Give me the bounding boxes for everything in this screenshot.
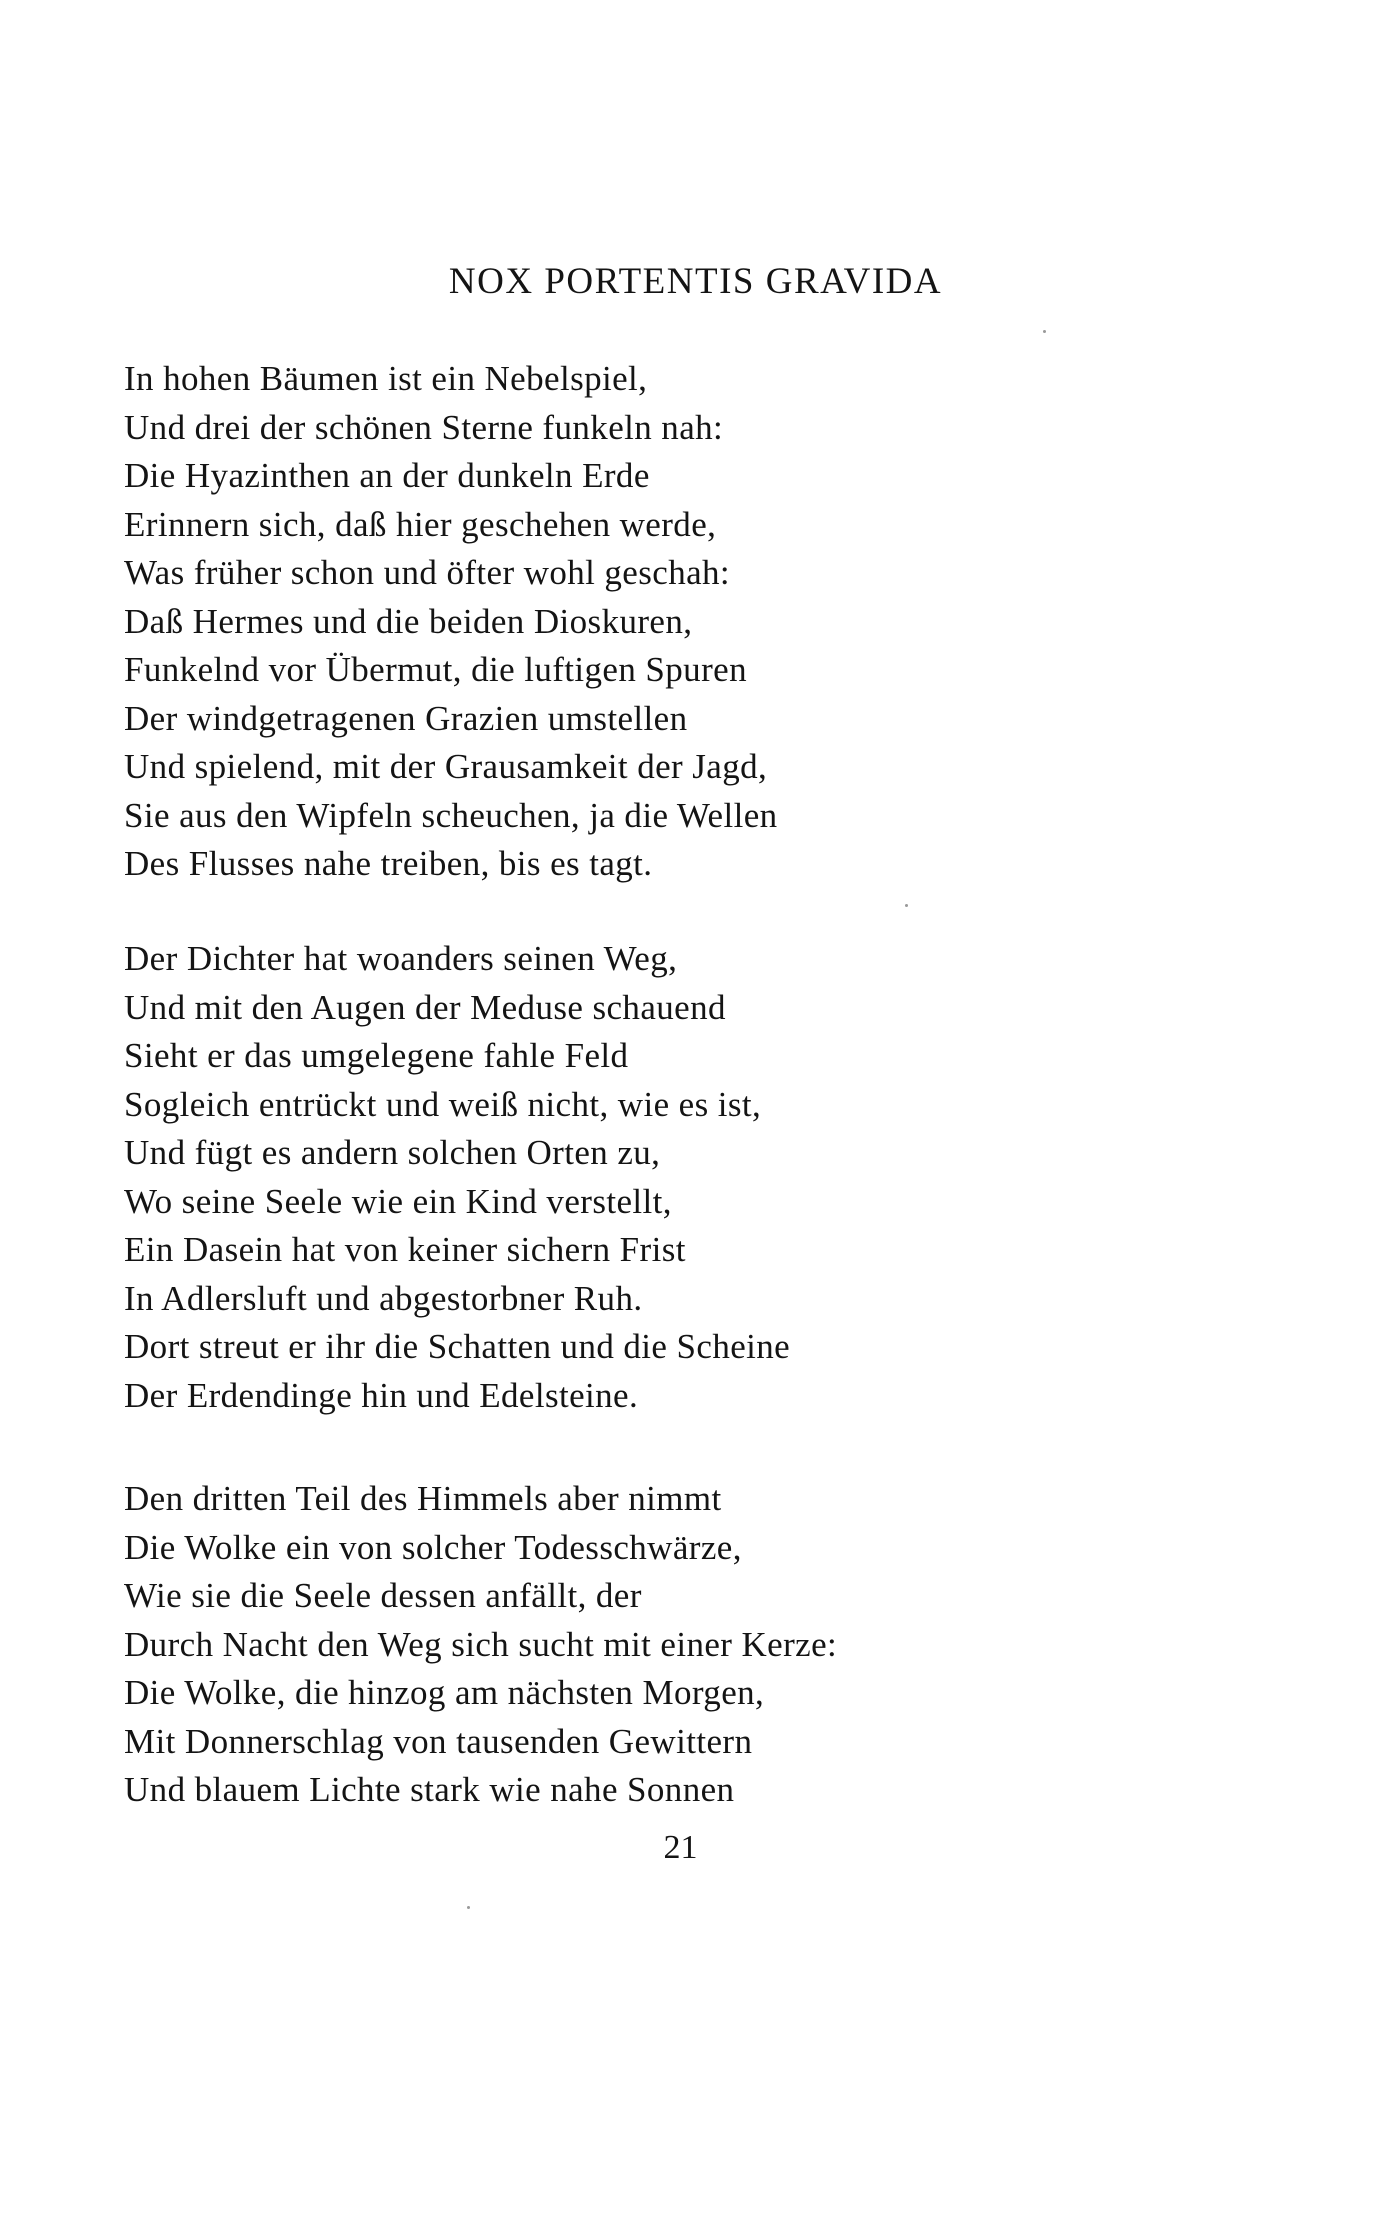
poem-line: Des Flusses nahe treiben, bis es tagt. [124,844,653,883]
poem-line: Und mit den Augen der Meduse schauend [124,987,726,1027]
scan-speck [467,1906,470,1909]
poem-title: NOX PORTENTIS GRAVIDA [448,261,943,302]
stanza-2 [124,935,1274,1420]
poem-line: Und blauem Lichte stark wie nahe Sonnen [124,1770,735,1809]
poem-line: Sieht er das umgelegene fahle Feld [124,1036,629,1075]
poem-line: Die Hyazinthen an der dunkeln Erde [124,456,650,495]
scan-speck [1043,330,1046,333]
scan-speck [905,904,908,907]
stanza-3 [124,1475,1274,1815]
poem-line: Ein Dasein hat von keiner sichern Frist [124,1230,686,1269]
poem-line: Erinnern sich, daß hier geschehen werde, [124,504,717,544]
poem-line: In hohen Bäumen ist ein Nebelspiel, [124,359,648,398]
poem-line: Und drei der schönen Sterne funkeln nah: [124,407,724,447]
poem-line: Den dritten Teil des Himmels aber nimmt [124,1479,722,1518]
poem-line: Mit Donnerschlag von tausenden Gewittern [124,1721,753,1761]
poem-line: Dort streut er ihr die Schatten und die Scheine [124,1327,791,1366]
poem-line: Wie sie die Seele dessen anfällt, der [124,1576,642,1615]
poem-line: Wo seine Seele wie ein Kind verstellt, [124,1181,672,1221]
poem-line: In Adlersluft und abgestorbner Ruh. [124,1278,643,1318]
page-number: 21 [663,1829,698,1866]
poem-line: Der windgetragenen Grazien umstellen [124,698,688,738]
poem-line: Und spielend, mit der Grausamkeit der Jagd, [124,747,768,786]
poem-line: Und fügt es andern solchen Orten zu, [124,1133,661,1172]
poem-line: Was früher schon und öfter wohl geschah: [124,553,731,592]
poem-line: Der Erdendinge hin und Edelsteine. [124,1375,639,1415]
poem-line: Der Dichter hat woanders seinen Weg, [124,939,678,978]
poem-line: Sogleich entrückt und weiß nicht, wie es ist, [124,1084,762,1124]
poem-line: Funkelnd vor Übermut, die luftigen Spuren [124,650,747,689]
poem-line: Sie aus den Wipfeln scheuchen, ja die Wellen [124,795,778,835]
poem-line: Die Wolke ein von solcher Todesschwärze, [124,1527,742,1567]
poem-line: Daß Hermes und die beiden Dioskuren, [124,601,693,641]
poem-line: Die Wolke, die hinzog am nächsten Morgen, [124,1673,765,1712]
poem-line: Durch Nacht den Weg sich sucht mit einer Kerze: [124,1624,838,1664]
stanza-1 [124,355,1274,889]
